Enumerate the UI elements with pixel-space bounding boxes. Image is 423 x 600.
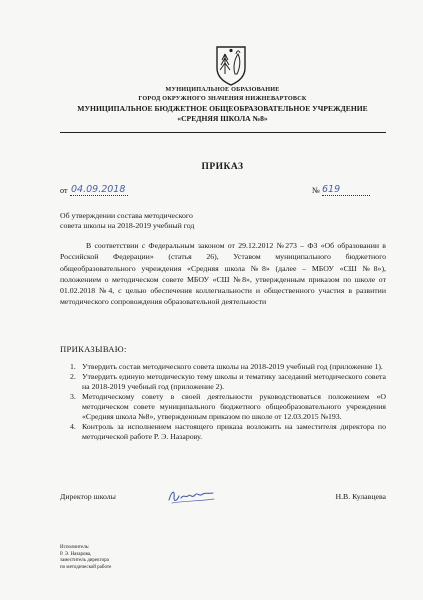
list-item: 1. Утвердить состав методического совета школы на 2018-2019 учебный год (приложение 1). bbox=[70, 362, 383, 371]
order-subject bbox=[60, 211, 260, 230]
signer-name: Н.В. Кулавцева bbox=[335, 492, 386, 501]
header-divider bbox=[60, 132, 386, 133]
orders-list bbox=[60, 362, 386, 442]
preamble-paragraph bbox=[60, 240, 386, 308]
preamble-text: В соответствии с Федеральным законом от 29.12.2012 №273 – ФЗ «Об образовании в Российской Федерации» (статья 26), Уставом муниципального бюджетного общеобразовательного учреждения «Средняя школа №8» (далее – МБОУ «СШ №8»), положением о методическом совете МБОУ «СШ №8», утвержденным приказом по школе от 01.02.2018 №4, с целью обеспечения коллегиальности и общественного участия в развитии методического сопровождения образовательной деятельности bbox=[60, 241, 386, 307]
header-city: ГОРОД ОКРУЖНОГО ЗНАЧЕНИЯ НИЖНЕВАРТОВСК bbox=[138, 95, 307, 102]
header-institution: МУНИЦИПАЛЬНОЕ БЮДЖЕТНОЕ ОБЩЕОБРАЗОВАТЕЛЬНОЕ УЧРЕЖДЕНИЕ bbox=[77, 104, 368, 113]
subject-line: совета школы на 2018-2019 учебный год bbox=[60, 220, 195, 230]
list-item: 2. Утвердить единую методическую тему школы и тематику заседаний методического совета на 2018-2019 учебный год (приложение 2). bbox=[70, 372, 386, 391]
number-prefix: № bbox=[312, 186, 320, 195]
list-item: 4. Контроль за исполнением настоящего приказа возложить на заместителя директора по методической работе Р. Э. Назарову. bbox=[70, 422, 386, 441]
order-directive: ПРИКАЗЫВАЮ: bbox=[60, 344, 127, 354]
document-title: ПРИКАЗ bbox=[201, 162, 244, 172]
signature-block bbox=[60, 488, 386, 506]
executor-block bbox=[60, 545, 111, 571]
number-underline bbox=[322, 195, 370, 196]
date-prefix: от bbox=[60, 186, 68, 195]
coat-of-arms-icon bbox=[214, 44, 248, 86]
signer-position: Директор школы bbox=[60, 492, 116, 501]
executor-label: Исполнитель: bbox=[60, 545, 90, 550]
list-item: 3. Методическому совету в своей деятельности руководствоваться положением «О методическом совете муниципального бюджетного общеобразовательного учреждения «Средняя школа №8», утвержденным приказом по школе от 12.03.2015 №193. bbox=[70, 392, 386, 421]
header-school-name: «СРЕДНЯЯ ШКОЛА №8» bbox=[177, 114, 268, 123]
executor-name: Р. Э. Назарова, bbox=[60, 551, 92, 557]
date-underline bbox=[70, 195, 128, 196]
executor-role: по методической работе bbox=[60, 564, 112, 570]
date-number-line bbox=[60, 185, 386, 199]
handwritten-signature bbox=[166, 486, 218, 506]
executor-role: заместитель директора bbox=[60, 558, 109, 564]
header-municipality: МУНИЦИПАЛЬНОЕ ОБРАЗОВАНИЕ bbox=[165, 86, 280, 93]
subject-line: Об утверждении состава методического bbox=[60, 211, 193, 220]
order-number: 619 bbox=[322, 184, 341, 195]
order-date: 04.09.2018 bbox=[71, 184, 126, 195]
